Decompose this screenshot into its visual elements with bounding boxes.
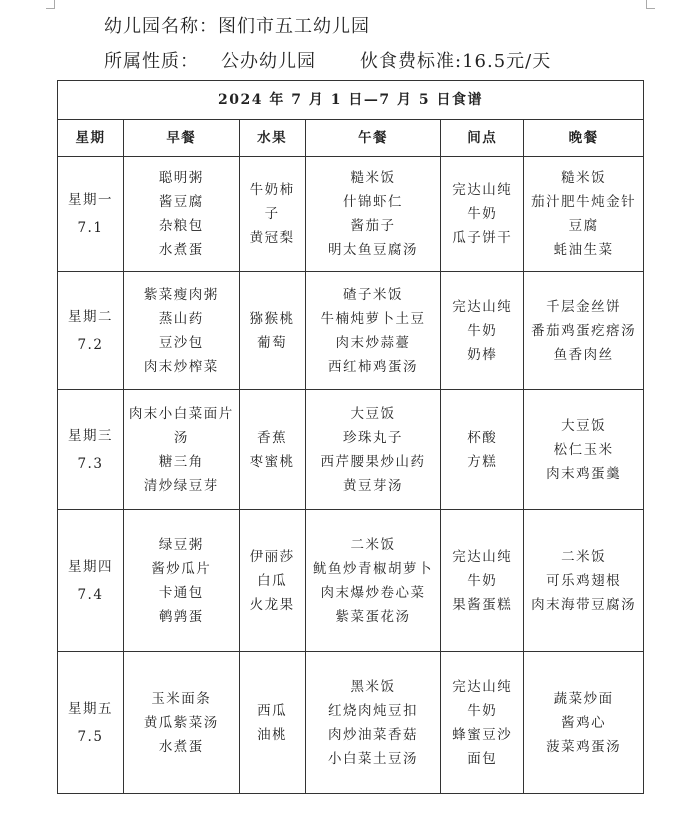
dinner-cell <box>524 157 644 272</box>
menu-item: 大豆饭 <box>561 417 607 434</box>
menu-item: 肉末爆炒卷心菜 <box>320 584 426 601</box>
menu-item: 奶棒 <box>467 346 498 363</box>
menu-item: 水煮蛋 <box>158 738 204 755</box>
menu-item: 完达山纯牛奶 <box>452 182 513 222</box>
menu-item: 枣蜜桃 <box>249 453 295 470</box>
fruit-cell <box>239 510 305 652</box>
menu-item: 鹌鹑蛋 <box>158 608 204 625</box>
menu-item: 茄汁肥牛炖金针豆腐 <box>531 194 637 234</box>
snack-cell <box>441 510 524 652</box>
menu-item: 西芹腰果炒山药 <box>320 453 426 470</box>
day-cell <box>58 510 124 652</box>
day-cell <box>58 272 124 390</box>
day-day: 星期四 <box>67 558 113 575</box>
nature-value: 公办幼儿园 <box>221 51 316 72</box>
crop-mark <box>646 0 655 9</box>
menu-item: 卡通包 <box>158 584 204 601</box>
menu-item: 什锦虾仁 <box>342 194 403 210</box>
menu-item: 香蕉 <box>257 429 288 446</box>
menu-item: 蚝油生菜 <box>553 242 614 258</box>
fruit-cell <box>239 390 305 510</box>
day-day: 星期一 <box>67 192 113 208</box>
day-date: 7.4 <box>77 586 104 603</box>
menu-item: 瓜子饼干 <box>452 230 513 246</box>
menu-item: 肉炒油菜香菇 <box>327 726 418 743</box>
menu-item: 伊丽莎白瓜 <box>249 548 295 589</box>
menu-item: 葡萄 <box>257 334 288 351</box>
day-day: 星期二 <box>67 308 113 325</box>
menu-item: 千层金丝饼 <box>546 298 622 315</box>
menu-item: 黄豆芽汤 <box>342 477 403 494</box>
dinner-cell <box>524 652 644 794</box>
column-header: 间点 <box>441 120 524 157</box>
dinner-cell <box>524 272 644 390</box>
menu-table <box>57 80 644 794</box>
day-date: 7.3 <box>77 455 104 472</box>
lunch-cell <box>305 157 441 272</box>
menu-item: 番茄鸡蛋疙瘩汤 <box>531 322 637 339</box>
lunch-cell <box>305 652 441 794</box>
breakfast-cell <box>123 510 239 652</box>
table-row <box>58 157 644 272</box>
breakfast-cell <box>123 390 239 510</box>
menu-item: 肉末小白菜面片汤 <box>128 405 234 446</box>
menu-item: 酱豆腐 <box>158 194 204 210</box>
menu-item: 黄冠梨 <box>249 230 295 246</box>
menu-item: 猕猴桃 <box>249 310 295 327</box>
column-header: 早餐 <box>123 120 239 157</box>
lunch-cell <box>305 272 441 390</box>
nature-label: 所属性质： <box>104 51 199 72</box>
menu-item: 水煮蛋 <box>158 242 204 258</box>
fruit-cell <box>239 272 305 390</box>
menu-item: 酱鸡心 <box>561 714 607 731</box>
menu-item: 明太鱼豆腐汤 <box>327 242 418 258</box>
day-date: 7.1 <box>77 220 104 236</box>
menu-item: 蔬菜炒面 <box>553 690 614 707</box>
day-date: 7.2 <box>77 336 104 353</box>
menu-item: 黄瓜紫菜汤 <box>143 714 219 731</box>
column-header: 水果 <box>239 120 305 157</box>
dinner-cell <box>524 390 644 510</box>
breakfast-cell <box>123 272 239 390</box>
table-row <box>58 390 644 510</box>
table-title: 2024 年 7 月 1 日—7 月 5 日食谱 <box>58 81 644 120</box>
menu-item: 肉末炒蒜薹 <box>335 334 411 351</box>
menu-item: 蒸山药 <box>158 310 204 327</box>
lunch-cell <box>305 390 441 510</box>
menu-item: 玉米面条 <box>151 690 212 707</box>
menu-item: 清炒绿豆芽 <box>143 477 219 494</box>
menu-item: 牛奶柿子 <box>249 182 295 222</box>
menu-item: 黑米饭 <box>350 678 396 695</box>
menu-item: 酱炒瓜片 <box>151 560 212 577</box>
snack-cell <box>441 390 524 510</box>
breakfast-cell <box>123 157 239 272</box>
fruit-cell <box>239 157 305 272</box>
menu-item: 果酱蛋糕 <box>452 596 513 613</box>
menu-item: 肉末炒榨菜 <box>143 358 219 375</box>
menu-item: 聪明粥 <box>158 170 204 186</box>
day-day: 星期五 <box>67 700 113 717</box>
menu-item: 紫菜瘦肉粥 <box>143 286 219 303</box>
menu-item: 油桃 <box>257 726 288 743</box>
day-cell <box>58 390 124 510</box>
day-cell <box>58 652 124 794</box>
table-row <box>58 272 644 390</box>
menu-item: 紫菜蛋花汤 <box>335 608 411 625</box>
column-header: 晚餐 <box>524 120 644 157</box>
kindergarten-name-line <box>104 12 370 38</box>
menu-item: 珍珠丸子 <box>342 429 403 446</box>
lunch-cell <box>305 510 441 652</box>
menu-item: 杯酸 <box>467 429 498 446</box>
menu-item: 鱿鱼炒青椒胡萝卜 <box>312 560 433 577</box>
menu-item: 糖三角 <box>158 453 204 470</box>
table-row <box>58 652 644 794</box>
menu-item: 酱茄子 <box>350 218 396 234</box>
menu-item: 肉末海带豆腐汤 <box>531 596 637 613</box>
menu-item: 糙米饭 <box>350 170 396 186</box>
menu-item: 红烧肉炖豆扣 <box>327 702 418 719</box>
kindergarten-label: 幼儿园名称： <box>104 16 218 37</box>
kindergarten-name: 图们市五工幼儿园 <box>218 16 370 37</box>
menu-item: 火龙果 <box>249 596 295 613</box>
menu-item: 松仁玉米 <box>553 441 614 458</box>
menu-item: 蜂蜜豆沙面包 <box>452 726 513 767</box>
menu-item: 西瓜 <box>257 702 288 719</box>
dinner-cell <box>524 510 644 652</box>
menu-item: 可乐鸡翅根 <box>546 572 622 589</box>
nature-line <box>104 47 573 73</box>
day-date: 7.5 <box>77 728 104 745</box>
menu-item: 杂粮包 <box>158 218 204 234</box>
fee-standard: 伙食费标准:16.5元/天 <box>360 51 552 72</box>
day-cell <box>58 157 124 272</box>
table-row <box>58 510 644 652</box>
menu-item: 菠菜鸡蛋汤 <box>546 738 622 755</box>
menu-item: 鱼香肉丝 <box>553 346 614 363</box>
snack-cell <box>441 157 524 272</box>
breakfast-cell <box>123 652 239 794</box>
menu-item: 二米饭 <box>561 548 607 565</box>
column-header: 午餐 <box>305 120 441 157</box>
menu-item: 牛楠炖萝卜土豆 <box>320 310 426 327</box>
menu-item: 西红柿鸡蛋汤 <box>327 358 418 375</box>
menu-item: 糙米饭 <box>561 170 607 186</box>
menu-item: 方糕 <box>467 453 498 470</box>
fruit-cell <box>239 652 305 794</box>
menu-item: 完达山纯牛奶 <box>452 298 513 339</box>
menu-item: 完达山纯牛奶 <box>452 548 513 589</box>
menu-item: 肉末鸡蛋羹 <box>546 465 622 482</box>
snack-cell <box>441 652 524 794</box>
menu-item: 二米饭 <box>350 536 396 553</box>
menu-item: 豆沙包 <box>158 334 204 351</box>
menu-item: 大豆饭 <box>350 405 396 422</box>
menu-item: 完达山纯牛奶 <box>452 678 513 719</box>
day-day: 星期三 <box>67 427 113 444</box>
menu-item: 小白菜土豆汤 <box>327 750 418 767</box>
crop-mark <box>46 0 55 9</box>
snack-cell <box>441 272 524 390</box>
menu-item: 绿豆粥 <box>158 536 204 553</box>
menu-item: 碴子米饭 <box>342 286 403 303</box>
column-header: 星期 <box>58 120 124 157</box>
